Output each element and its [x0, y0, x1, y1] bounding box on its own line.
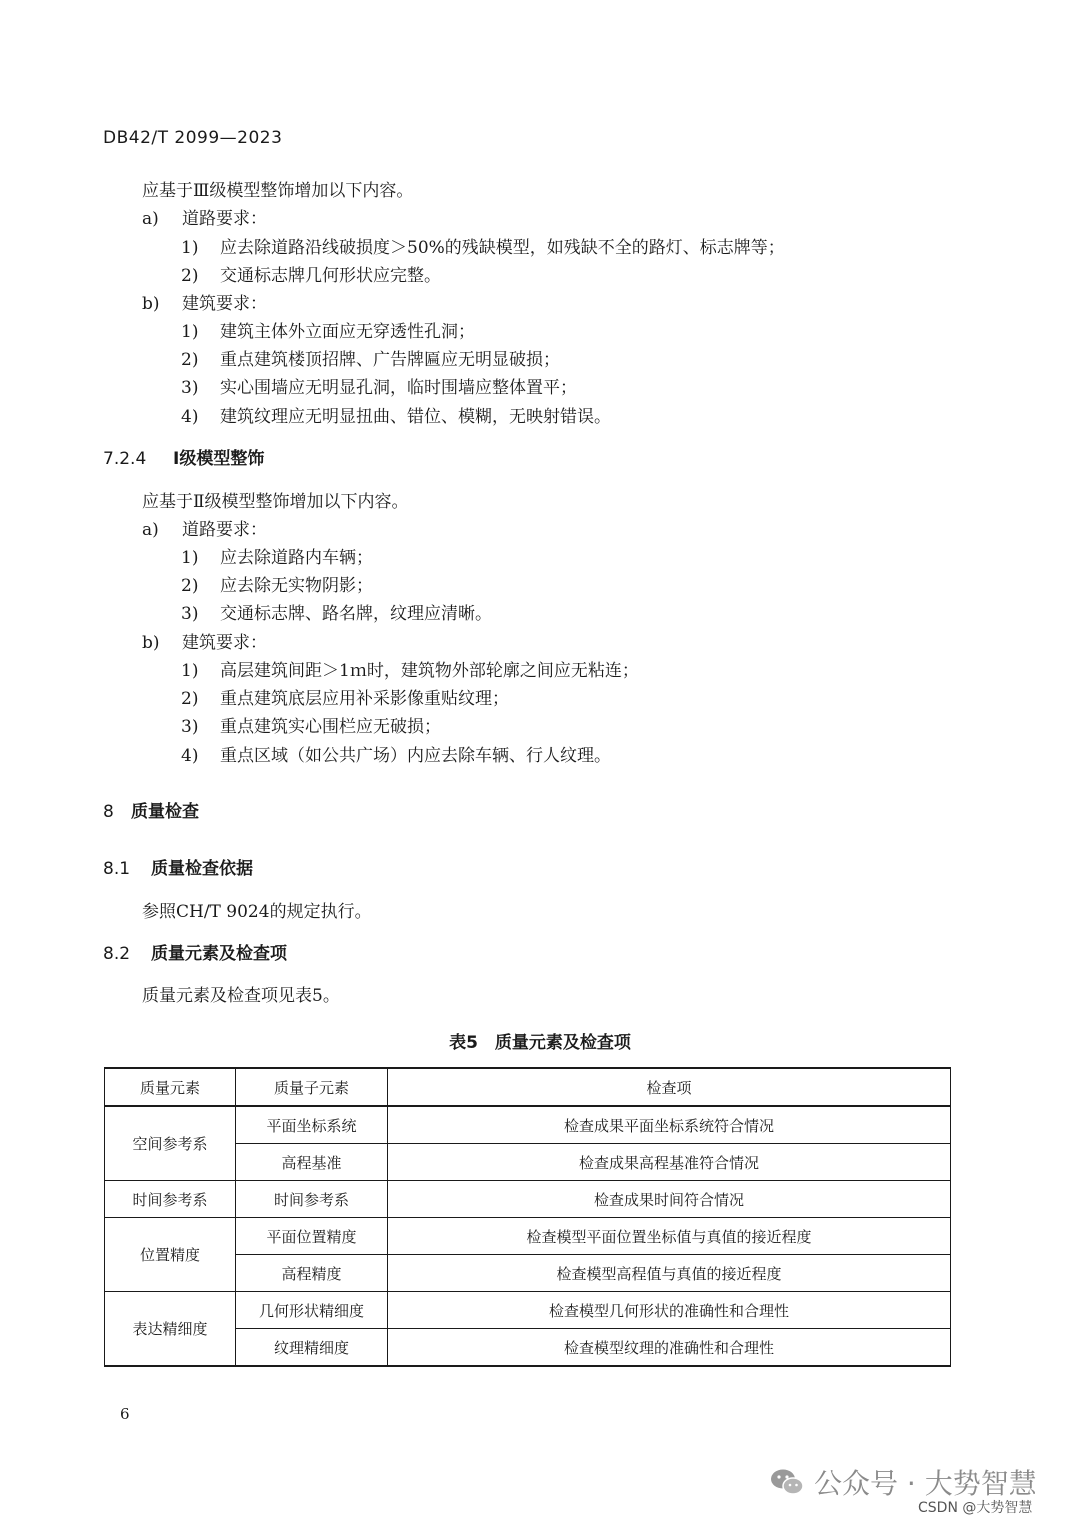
list-item: 2) 重点建筑楼顶招牌、广告牌匾应无明显破损； — [181, 350, 560, 370]
page-number: 6 — [120, 1405, 130, 1423]
section-intro: 应基于Ⅱ级模型整饰增加以下内容。 — [142, 492, 409, 512]
list-item: 2) 应去除无实物阴影； — [181, 576, 373, 596]
list-item: 3) 实心围墙应无明显孔洞，临时围墙应整体置平； — [181, 378, 577, 398]
list-marker: b) — [142, 294, 160, 314]
list-item: 1) 建筑主体外立面应无穿透性孔洞； — [181, 322, 475, 342]
list-item — [142, 631, 267, 655]
list-item: 1) 应去除道路内车辆； — [181, 548, 373, 568]
list-item: 2) 重点建筑底层应用补采影像重贴纹理； — [181, 689, 509, 709]
quality-element-cell: 表达精细度 — [105, 1292, 236, 1367]
list-item — [142, 207, 267, 231]
section-heading — [103, 942, 287, 966]
section-body: 参照CH/T 9024的规定执行。 — [142, 902, 372, 922]
section-title: 质量检查依据 — [151, 859, 253, 879]
sub-element-cell: 平面坐标系统 — [236, 1106, 388, 1144]
chapter-heading — [103, 800, 199, 824]
section-number: 8.2 — [103, 944, 131, 964]
sub-element-cell: 纹理精细度 — [236, 1329, 388, 1367]
column-header: 质量元素 — [105, 1068, 236, 1106]
watermark-text: 公众号 · 大势智慧 — [814, 1467, 1037, 1500]
sub-element-cell: 时间参考系 — [236, 1181, 388, 1218]
check-item-cell: 检查成果平面坐标系统符合情况 — [388, 1106, 951, 1144]
list-marker: a) — [142, 209, 159, 229]
check-item-cell: 检查模型纹理的准确性和合理性 — [388, 1329, 951, 1367]
table-row — [105, 1292, 951, 1329]
sub-element-cell: 平面位置精度 — [236, 1218, 388, 1255]
quality-element-cell: 空间参考系 — [105, 1106, 236, 1181]
list-marker: a) — [142, 520, 159, 540]
sub-element-cell: 几何形状精细度 — [236, 1292, 388, 1329]
table-row — [105, 1218, 951, 1255]
sub-element-cell: 高程基准 — [236, 1144, 388, 1181]
section-heading — [103, 857, 253, 881]
table-row — [105, 1181, 951, 1218]
list-item: 4) 重点区域（如公共广场）内应去除车辆、行人纹理。 — [181, 746, 611, 766]
check-item-cell: 检查成果高程基准符合情况 — [388, 1144, 951, 1181]
check-item-cell: 检查模型几何形状的准确性和合理性 — [388, 1292, 951, 1329]
section-heading — [103, 447, 264, 471]
list-item: 4) 建筑纹理应无明显扭曲、错位、模糊，无映射错误。 — [181, 407, 611, 427]
list-item: 2) 交通标志牌几何形状应完整。 — [181, 266, 441, 286]
section-number: 8 — [103, 802, 114, 822]
wechat-icon — [770, 1468, 804, 1496]
sub-element-cell: 高程精度 — [236, 1255, 388, 1292]
section-number: 8.1 — [103, 859, 131, 879]
list-title: 建筑要求： — [182, 294, 267, 314]
check-item-cell: 检查成果时间符合情况 — [388, 1181, 951, 1218]
quality-element-cell: 位置精度 — [105, 1218, 236, 1292]
section-title: 质量检查 — [131, 802, 199, 822]
quality-element-cell: 时间参考系 — [105, 1181, 236, 1218]
column-header: 检查项 — [388, 1068, 951, 1106]
list-item: 3) 交通标志牌、路名牌，纹理应清晰。 — [181, 604, 492, 624]
wechat-watermark — [770, 1462, 1037, 1502]
csdn-watermark: CSDN @大势智慧 — [918, 1500, 1033, 1516]
table-row — [105, 1106, 951, 1144]
check-item-cell: 检查模型高程值与真值的接近程度 — [388, 1255, 951, 1292]
section-title: 质量元素及检查项 — [151, 944, 287, 964]
column-header: 质量子元素 — [236, 1068, 388, 1106]
list-title: 建筑要求： — [182, 633, 267, 653]
list-title: 道路要求： — [182, 209, 267, 229]
quality-table — [104, 1067, 951, 1367]
section-title: Ⅰ级模型整饰 — [173, 449, 265, 469]
section-body: 质量元素及检查项见表5。 — [142, 986, 340, 1006]
section-intro: 应基于Ⅲ级模型整饰增加以下内容。 — [142, 181, 414, 201]
list-item — [142, 518, 267, 542]
list-item — [142, 292, 267, 316]
table-header-row — [105, 1068, 951, 1106]
list-item: 1) 应去除道路沿线破损度＞50%的残缺模型，如残缺不全的路灯、标志牌等； — [181, 238, 785, 258]
standard-code: DB42/T 2099—2023 — [103, 128, 283, 148]
list-item: 1) 高层建筑间距＞1ｍ时，建筑物外部轮廓之间应无粘连； — [181, 661, 639, 681]
check-item-cell: 检查模型平面位置坐标值与真值的接近程度 — [388, 1218, 951, 1255]
list-item: 3) 重点建筑实心围栏应无破损； — [181, 717, 441, 737]
list-title: 道路要求： — [182, 520, 267, 540]
section-number: 7.2.4 — [103, 449, 147, 469]
list-marker: b) — [142, 633, 160, 653]
table-caption: 表5 质量元素及检查项 — [449, 1033, 631, 1053]
